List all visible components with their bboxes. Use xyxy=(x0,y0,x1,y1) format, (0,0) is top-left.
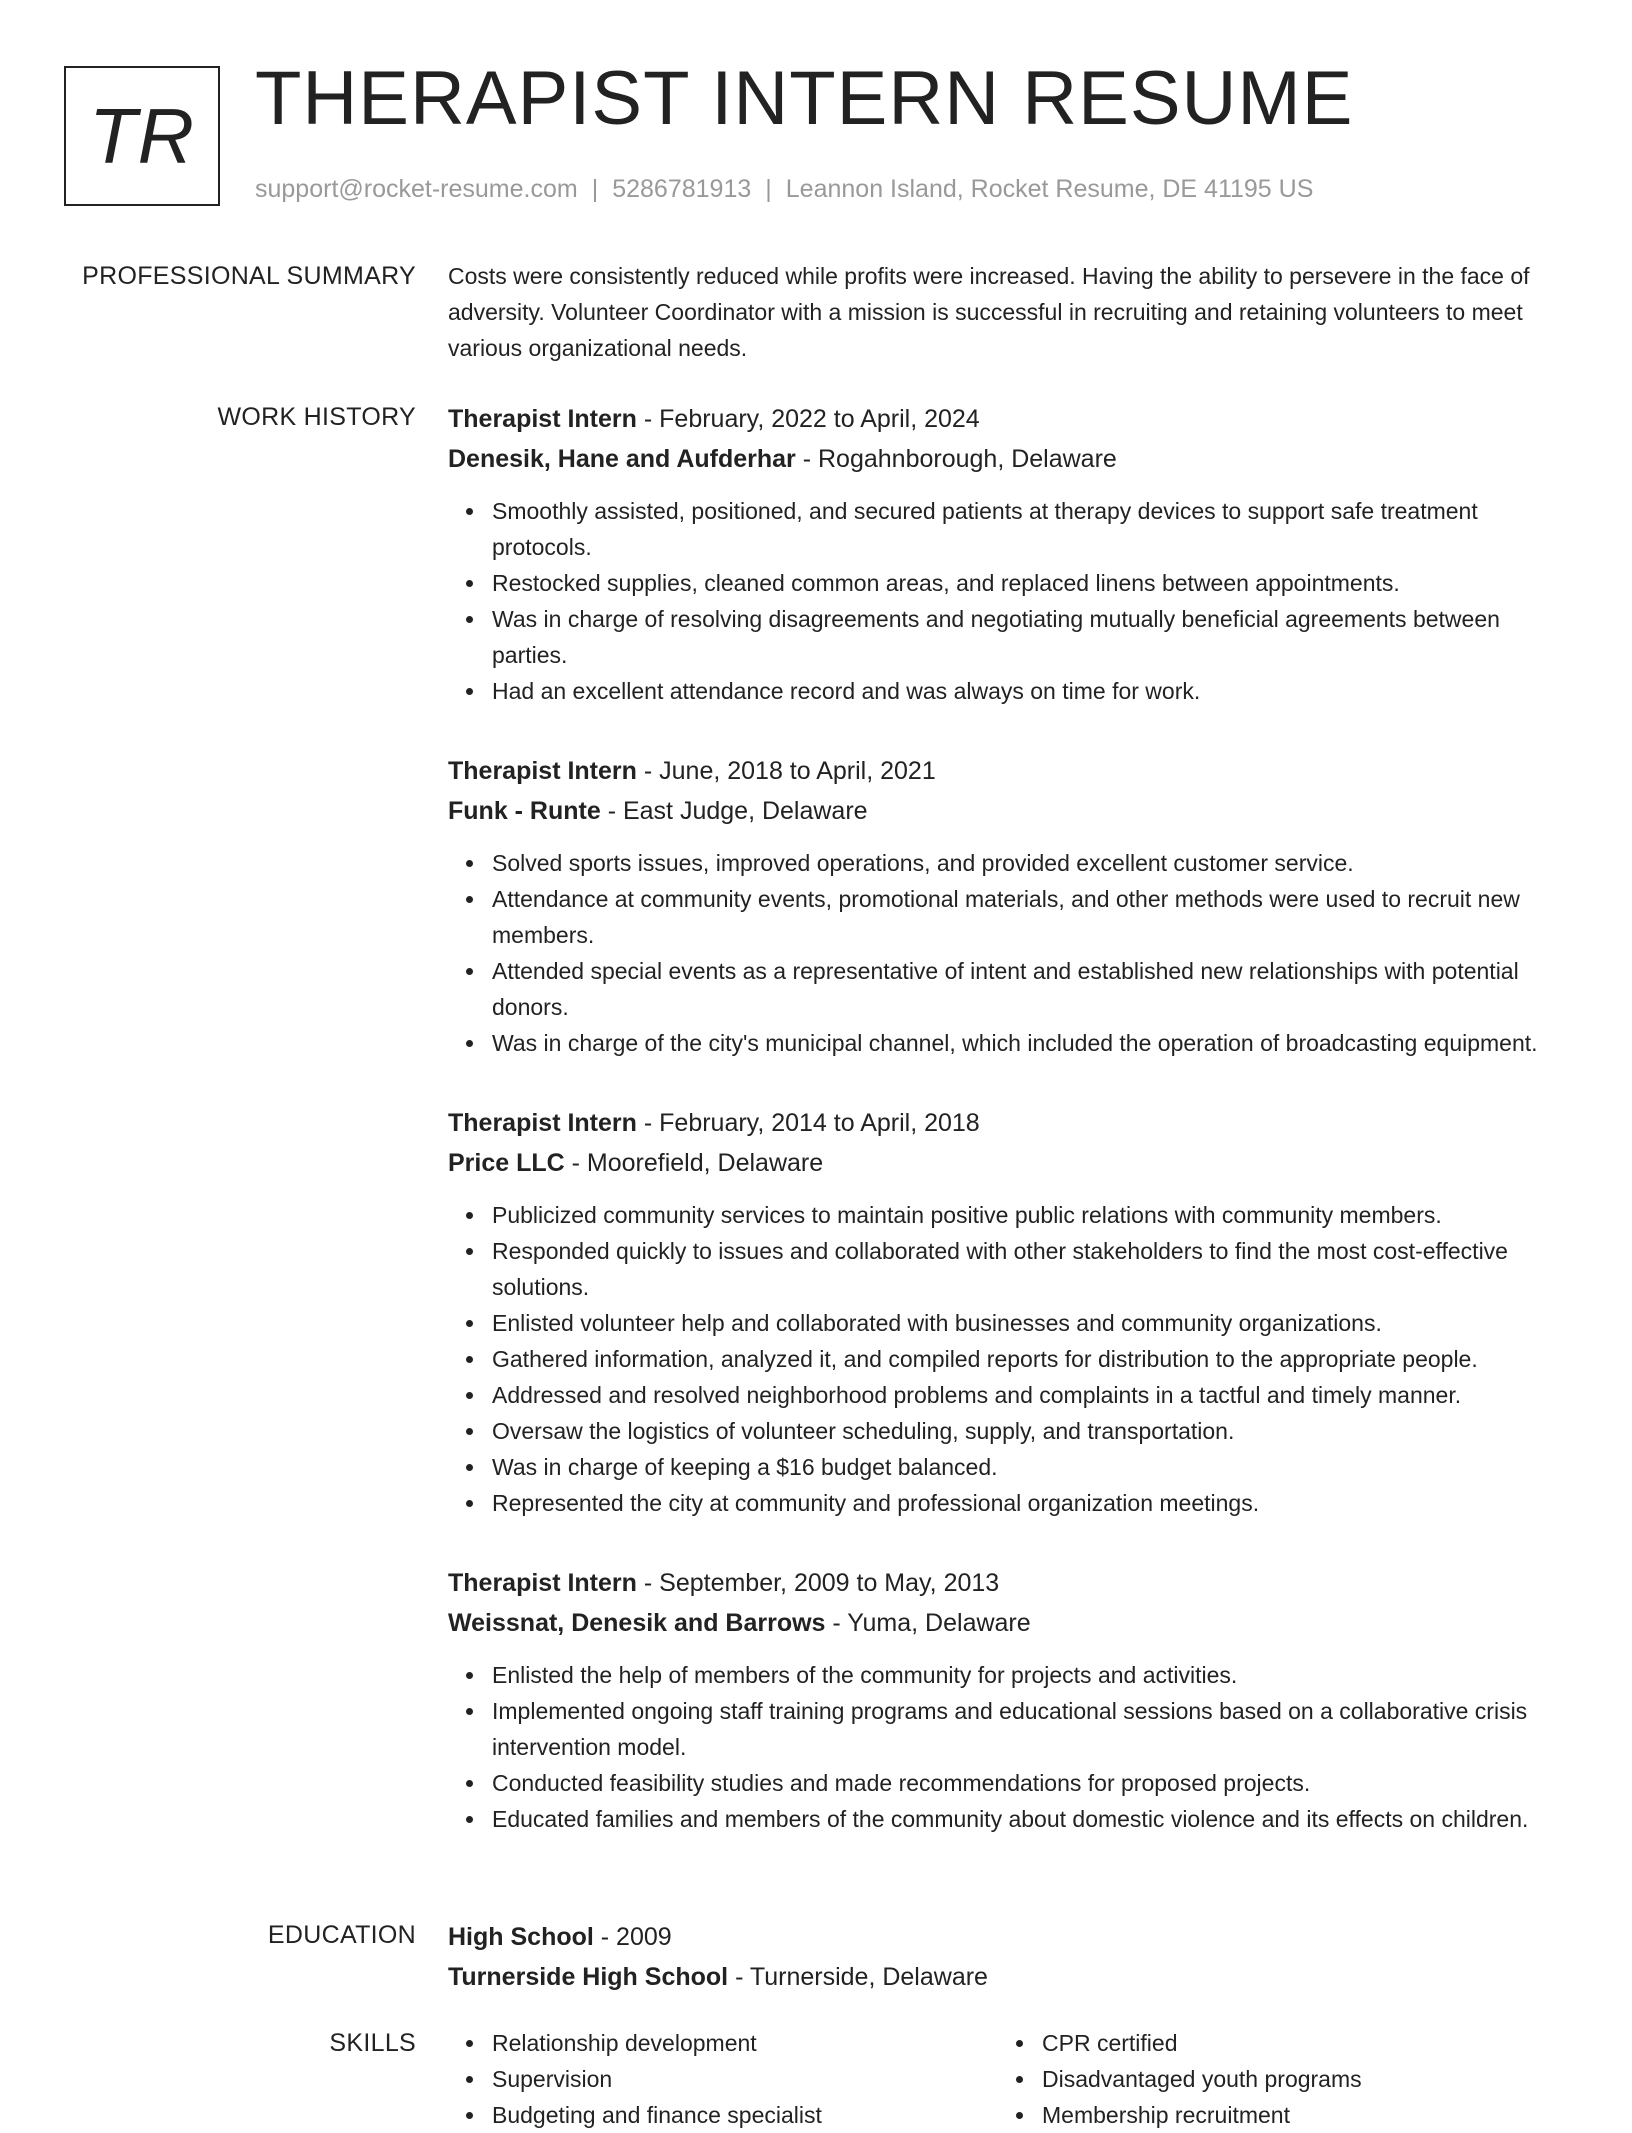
job-company-line xyxy=(448,1143,1568,1183)
job-company: Denesik, Hane and Aufderhar xyxy=(448,445,796,473)
job-title: Therapist Intern xyxy=(448,1109,637,1137)
job-bullet: Smoothly assisted, positioned, and secured patients at therapy devices to support safe treatment protocols. xyxy=(492,493,1568,565)
job-dates: - February, 2014 to April, 2018 xyxy=(636,1109,980,1137)
education-location: - Turnerside, Delaware xyxy=(728,1963,988,1991)
job-bullet: Restocked supplies, cleaned common areas, and replaced linens between appointments. xyxy=(492,565,1568,601)
job-bullet: Had an excellent attendance record and was always on time for work. xyxy=(492,673,1568,709)
job-bullet: Addressed and resolved neighborhood problems and complaints in a tactful and timely manner. xyxy=(492,1377,1568,1413)
job-bullet: Attendance at community events, promotional materials, and other methods were used to recruit new members. xyxy=(492,881,1568,953)
job-title: Therapist Intern xyxy=(448,1569,637,1597)
skills-list xyxy=(998,2025,1548,2133)
job-bullet: Publicized community services to maintain positive public relations with community members. xyxy=(492,1197,1568,1233)
skill-item: Disadvantaged youth programs xyxy=(1042,2061,1548,2097)
job-dates: - September, 2009 to May, 2013 xyxy=(636,1569,1000,1597)
job-bullet: Oversaw the logistics of volunteer scheduling, supply, and transportation. xyxy=(492,1413,1568,1449)
job-bullets xyxy=(448,493,1568,709)
skill-item: Budgeting and finance specialist xyxy=(492,2097,998,2133)
job-location: - Moorefield, Delaware xyxy=(564,1149,824,1177)
skills-column-right xyxy=(998,2025,1548,2133)
skill-item: Relationship development xyxy=(492,2025,998,2061)
skills-column-left xyxy=(448,2025,998,2133)
job-bullets xyxy=(448,1657,1568,1837)
job-bullet: Implemented ongoing staff training programs and educational sessions based on a collaborative crisis intervention model. xyxy=(492,1693,1568,1765)
job-title: Therapist Intern xyxy=(448,757,637,785)
section-label-education: EDUCATION xyxy=(267,1921,416,1949)
job-company: Price LLC xyxy=(448,1149,565,1177)
contact-line xyxy=(255,175,1313,204)
job-company: Funk - Runte xyxy=(448,797,601,825)
education-school-line xyxy=(448,1957,1568,1997)
job-dates: - June, 2018 to April, 2021 xyxy=(636,757,936,785)
summary-text: Costs were consistently reduced while profits were increased. Having the ability to persevere in the face of adversity. Volunteer Coordinator with a mission is successful in recruiting and retaining volunteers to meet various organizational needs. xyxy=(448,263,1530,361)
education-degree: High School xyxy=(448,1923,594,1951)
job-bullet: Was in charge of the city's municipal channel, which included the operation of broadcasting equipment. xyxy=(492,1025,1568,1061)
skill-item: CPR certified xyxy=(1042,2025,1548,2061)
job-bullet: Represented the city at community and professional organization meetings. xyxy=(492,1485,1568,1521)
job-location: - Rogahnborough, Delaware xyxy=(795,445,1117,473)
job-bullet: Enlisted the help of members of the community for projects and activities. xyxy=(492,1657,1568,1693)
job-bullet: Solved sports issues, improved operations, and provided excellent customer service. xyxy=(492,845,1568,881)
job-title-line xyxy=(448,1103,1568,1143)
education-entry xyxy=(448,1917,1568,1997)
job-company: Weissnat, Denesik and Barrows xyxy=(448,1609,826,1637)
job-entry xyxy=(448,1563,1568,1837)
job-bullet: Attended special events as a representative of intent and established new relationships with potential donors. xyxy=(492,953,1568,1025)
resume-title: THERAPIST INTERN RESUME xyxy=(255,56,1354,141)
job-company-line xyxy=(448,791,1568,831)
education-school: Turnerside High School xyxy=(448,1963,729,1991)
job-bullet: Conducted feasibility studies and made recommendations for proposed projects. xyxy=(492,1765,1568,1801)
job-bullet: Was in charge of resolving disagreements and negotiating mutually beneficial agreements between parties. xyxy=(492,601,1568,673)
skills-grid xyxy=(448,2025,1568,2133)
contact-email[interactable]: support@rocket-resume.com xyxy=(255,175,578,203)
section-label-work-history: WORK HISTORY xyxy=(217,403,416,431)
education-degree-line xyxy=(448,1917,1568,1957)
skills-list xyxy=(448,2025,998,2133)
job-entry xyxy=(448,1103,1568,1521)
job-bullets xyxy=(448,1197,1568,1521)
section-label-skills: SKILLS xyxy=(329,2029,416,2057)
job-bullet: Enlisted volunteer help and collaborated with businesses and community organizations. xyxy=(492,1305,1568,1341)
job-dates: - February, 2022 to April, 2024 xyxy=(636,405,980,433)
contact-separator: | xyxy=(591,175,599,203)
job-location: - Yuma, Delaware xyxy=(825,1609,1031,1637)
job-bullet: Responded quickly to issues and collaborated with other stakeholders to find the most cost-effective solutions. xyxy=(492,1233,1568,1305)
job-company-line xyxy=(448,439,1568,479)
skill-item: Membership recruitment xyxy=(1042,2097,1548,2133)
work-history-list xyxy=(448,399,1568,1837)
job-bullets xyxy=(448,845,1568,1061)
job-bullet: Was in charge of keeping a $16 budget balanced. xyxy=(492,1449,1568,1485)
contact-address: Leannon Island, Rocket Resume, DE 41195 US xyxy=(785,175,1314,203)
job-entry xyxy=(448,751,1568,1061)
monogram-logo xyxy=(64,66,220,206)
skill-item: Supervision xyxy=(492,2061,998,2097)
monogram-text: TR xyxy=(89,91,195,180)
job-company-line xyxy=(448,1603,1568,1643)
job-title-line xyxy=(448,1563,1568,1603)
job-location: - East Judge, Delaware xyxy=(600,797,868,825)
job-title-line xyxy=(448,751,1568,791)
contact-separator: | xyxy=(765,175,772,203)
job-title: Therapist Intern xyxy=(448,405,637,433)
job-entry xyxy=(448,399,1568,709)
section-label-summary: PROFESSIONAL SUMMARY xyxy=(82,262,416,290)
education-year: - 2009 xyxy=(593,1923,672,1951)
job-bullet: Educated families and members of the community about domestic violence and its effects on children. xyxy=(492,1801,1568,1837)
job-bullet: Gathered information, analyzed it, and compiled reports for distribution to the appropriate people. xyxy=(492,1341,1568,1377)
contact-phone[interactable]: 5286781913 xyxy=(612,175,752,203)
job-title-line xyxy=(448,399,1568,439)
